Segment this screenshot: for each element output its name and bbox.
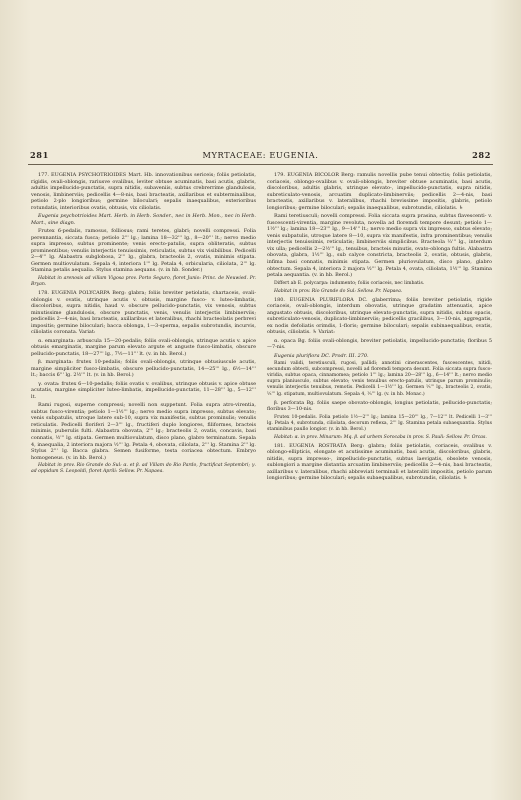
left-column-paragraph: Eugenia psychotrioides Mart. Herb. in Herb. Sonder., nec in Herb. Mon., nec in Herb. Mart., sine diagn. xyxy=(31,213,256,226)
left-column-paragraph: γ. ovata: frutex 6—10-pedalis; foliis ovatis v. ovalibus, utrinque obtusis v. apice obtuse acutatis, margine simpliciter luteo-limbatis, impellucido-punctatis, 11—28''' lg., 5—12''' lt. xyxy=(31,380,256,400)
left-column-paragraph: Frutex 6-pedalis, ramosus, folliosus; rami teretes, glabri; novelli compressi. Folia perennantia, siccata fusca; petiolo 2''' lg.; lamina 18—32''' lg., 8—20''' lt.; nervo medio supra impresso, subtus prominente; venis erecto-patulis, supra obliteratis, subtus prominentibus; venulis interjectis tenuissimis, reticulatis, subtus vix visibilibus. Pedicelli 2—4''' lg. Alabastra subglobosa, 2''' lg., glabra, bracteolis 2, ovatis, minimis stipata. Germen multiovulatum. Sepala 4, interiora 1''' lg. Petala 4, orbicularia, ciliolata, 2''' lg. Stamina petalis aequalia. Stylus stamina aequans. (v. in hb. Sonder.) xyxy=(31,228,256,274)
right-column-paragraph: 181. EUGENIA ROSTRATA Berg: glabra; foliis petiolatis, coriaceis, ovalibus v. oblongo-ellipticis, elongate et acutissime acuminatis, basi acutis, discoloribus, glabris, nitidis, supra impresso-, impellucido-punctatis, subtus laevigatis, obsolete venosis, sublongiori a margine distantia arcuatim limbinerviis; pedicellis 2—4-nis, basi bracteatis, axillaribus v. lateralibus, rhachi abbreviati terminali et lateraliti impositis, petiolo parum longioribus; germine biloculari; sepalis subaequalibus, subrotundis, ciliolatis. ♄ xyxy=(267,442,492,482)
right-column-paragraph: Eugenia pluriflora DC. Prodr. III. 270. xyxy=(274,352,369,359)
right-text-column xyxy=(267,172,492,484)
right-column-paragraph: Differt ab E. polycarpa: indumento; foliis coriaceis, nec limbatis. xyxy=(274,280,425,286)
right-column-paragraph: 180. EUGENIA PLURIFLORA DC. glaberrima; foliis breviter petiolatis, rigide coriaceis, ovali-oblongis, interdum obovatis, utrinque gradatim attenuatis, apice angustato obtusis, discoloribus, utrinque elevato-punctatis, supra nitidis, subtus opacis, subreticulato-venosis, duplicato-limbinerviis; pedicellis gracilibus, 3—10-nis, aggregatis, ex nodis defoliatis orimdis, 1-floris; germine biloculari; sepalis subinaequalibus, ovatis, obtusis, ciliolatis. ♄ Variat: xyxy=(267,296,492,336)
running-header xyxy=(30,150,491,162)
left-column-paragraph: α. emarginata: arbuscula 15—20-pedalis; foliis ovali-oblongis, utrinque acutis v. apice obtusis emarginatis, margine parum elevato argute et anguste fusco-limbatis, obscure pellucido-punctatis, 18—27''' lg., 7½—11''' lt. (v. in hb. Berol.) xyxy=(31,337,256,357)
header-rule xyxy=(28,164,493,165)
left-column-paragraph: 178. EUGENIA POLYCARPA Berg: glabra; foliis breviter petiolatis, chartaceis, ovali-oblongis v. ovatis, utrinque acutis v. obtusis, margine fusco- v. luteo-limbatis, discoloribus, supra nitidis, haud v. obscure pellucido-punctatis, vix venosis, subtus minutissime glandulosis, obscure punctatis, venis, venulis interjectis limbinerviis; pedicellis 2—4-nis, basi bracteatis, axillaribus et lateralibus, rhachi bracteolatis perbrevi impositis; germine biloculari; bacca oblonga, 1—3-sperma, sepalis subrotundis, incurvis, ciliolatis coronata. Variat: xyxy=(31,289,256,336)
right-column-paragraph: α. opaca Bg. foliis ovali-oblongis, breviter petiolatis, impellucido-punctatis; floribus 5—7-nis. xyxy=(267,337,492,351)
right-column-paragraph: 179. EUGENIA BICOLOR Berg: ramulis novellis pube tenui obtectis; foliis petiolatis, coriaceis, oblongo-ovalibus v. ovali-oblongis, breviter obtuse acuminatis, basi acutis, discoloribus, adultis glabris, utrinque elevato-, impellucido-punctatis, supra nitidis, subreticulato-venosis, arcuatim duplicato-limbinerviis; pedicellis 2—4-nis, basi bracteatis, axillaribus v. lateralibus, rhachi brevissime impositis, glabris, petiolo longioribus; germine biloculari; sepalis inaequalibus, subrotundis, ciliolatis. ♄ xyxy=(267,172,492,211)
right-column-paragraph: Habitat in prov. Rio Grande do Sul: Sellow. Pr. Napaea. xyxy=(274,288,403,294)
left-column-paragraph: Habitat in arenosis ad villam Vigosa prov. Porto Seguro, floret Junio: Princ. de Neuwied. Pr. Bryan. xyxy=(31,275,256,287)
right-column-paragraph: Habitat: α. in prov. Minarum: Mq. β. ad urbem Sorocaba in prov. S. Pauli: Sellow. Pr. Orcas. xyxy=(274,434,487,440)
page-number-left: 281 xyxy=(30,150,49,160)
page-number-right: 282 xyxy=(472,150,491,160)
running-title: MYRTACEAE: EUGENIA. xyxy=(202,150,319,160)
right-column-paragraph: Frutex 10-pedalis. Folia petiolo 1½—2''' lg.; lamina 15—20''' lg., 7—12''' lt. Pedicelli 1—3''' lg. Petala 4, subrotunda, ciliolata, decorum reflexa, 2''' lg. Stamina petala subaequantia. Stylus staminibus paullo longior. (v. in hb. Berol.) xyxy=(267,414,492,432)
left-column-paragraph: β. marginata: frutex 10-pedalis; foliis ovali-oblongis, utrinque obtusiuscule acutis, margine simpliciter fusco-limbatis, obscure pellucido-punctatis, 14—25''' lg., 6½—14''' lt.; baccis 6''' lg. 2½''' lt. (v. in hb. Berol.) xyxy=(31,359,256,379)
left-column-paragraph: Habitat in prov. Rio Grande do Sul: α. et β. ad Villam do Rio Pardo, fructificat Septembri; γ. ad oppidum S. Leopoldi, floret Aprili: Sellow. Pr. Napaea. xyxy=(31,463,256,475)
left-column-paragraph: Rami rugosi, superne compressi; novelli non suppetunt. Folia supra atro-virentia, subtus fusco-virentia; petiolo 1—1½''' lg.; nervo medio supra impresso, subtus elevato; venis subpatulis, utroque latere sub-10, supra vix manifestis, subtus prominulis; venulis reticulatis. Pedicelli floriferi 2—3''' lg., fructiferi duplo longiores, filiformes, bracteis minimis, puberulis fulti. Alabastra obovata, 2''' lg.; bracteolis 2, ovatis, concavis, basi connatis, ½''' lg. stipata. Germen multiovulatum, disco plano, glabro terminatum. Sepala 4, inaequalia, 2 interiora majora ½''' lg. Petala 4, obovata, ciliolata, 2''' lg. Stamina 2''' lg. Stylus 2''' lg. Bacca glabra. Semen fusiforme, testa coriacea obtectum. Embryo homogeneus. (v. in hb. Berol.) xyxy=(31,402,256,461)
left-column-paragraph: 177. EUGENIA PSYCHOTRIOIDES Mart. Hb. innovationibus sericeis; foliis petiolatis, rigidis, ovali-oblongis, rariusve ovalibus, leviter obtuse acuminatis, basi acutis, glabris, adultis impellucido-punctatis, supra nitidis, subaveniis, subtus crebrerrime glandulosis, venosis, limbinerviis; pedicellis 4—8-nis, basi bracteatis, axillaribus et subterminalibus, petiolo 2-plo longioribus; germine biloculari; sepalis inaequalibus, exterioribus rotundatis, interioribus ovatis, obtusis, vix ciliolatis. xyxy=(31,172,256,211)
right-column-paragraph: β. perforata Bg. foliis saepe obovato-oblongis, longius petiolatis, pellucido-punctatis; floribus 3—10-nis. xyxy=(267,399,492,413)
right-column-paragraph: Rami teretiusculi; novelli compressi. Folia siccata supra prasina, subtus flavescenti- v. fuscescenti-virentia, margine revoluta, novella ad floremdi tempore desunt; petiolo 1—1½''' lg.; lamina 18—23''' lg., 9—14''' lt.; nervo medio supra vix impresso, subtus elevato; venis subpatulis, utroque latere 8—10, supra vix manifestis, infra prominentibus; venulis interjectis tenuissimis, reticulatis; limbinerviis simplicibus. Bracteola ⅓''' lg., interdum vix ulla; pedicellis 2—2½''' lg., tenuibus, bracteis minutis, ovato-oblonga fultis. Alabastra obovata, glabra, 1½''' lg., sub calyce constricta, bracteolis 2, ovatis, obtusis, glabris, infima basi connatis, minimis stipata. Germen pluriovulatum, disco plano, glabro obtectum. Sepala 4, interiora 2 majora ½''' lg. Petala 4, ovata, ciliolata, 1½''' lg. Stamina petala aequantia. (v. in hb. Berol.) xyxy=(267,213,492,279)
right-column-paragraph: Rami validi, teretiusculi, rugosi, pallidi; annotini cinerascentes, fuscescentes, nitidi, secundum obtecti, subcompressi, novelli ad floremdi tempora desunt. Folia siccata supra fusco-viridia, subtus opaca, cinnamomea; petiolo 1''' lg.; lamina 20—28''' lg., 6—14''' lt.; nervo medio supra planiusculo, subtus elevato; venis tenuibus erecto-patulis, utrinque parum prominulis; venulis interjectis tenuibus, remotis. Pedicelli 1—1½''' lg. Germen ⅓''' lg., bracteolis 2, ovatis, ⅓''' lg. stipatum, multiovulatum. Sepala 4, ⅓''' lg. (v. in hb. Monac.) xyxy=(267,361,492,397)
left-text-column xyxy=(31,172,256,477)
